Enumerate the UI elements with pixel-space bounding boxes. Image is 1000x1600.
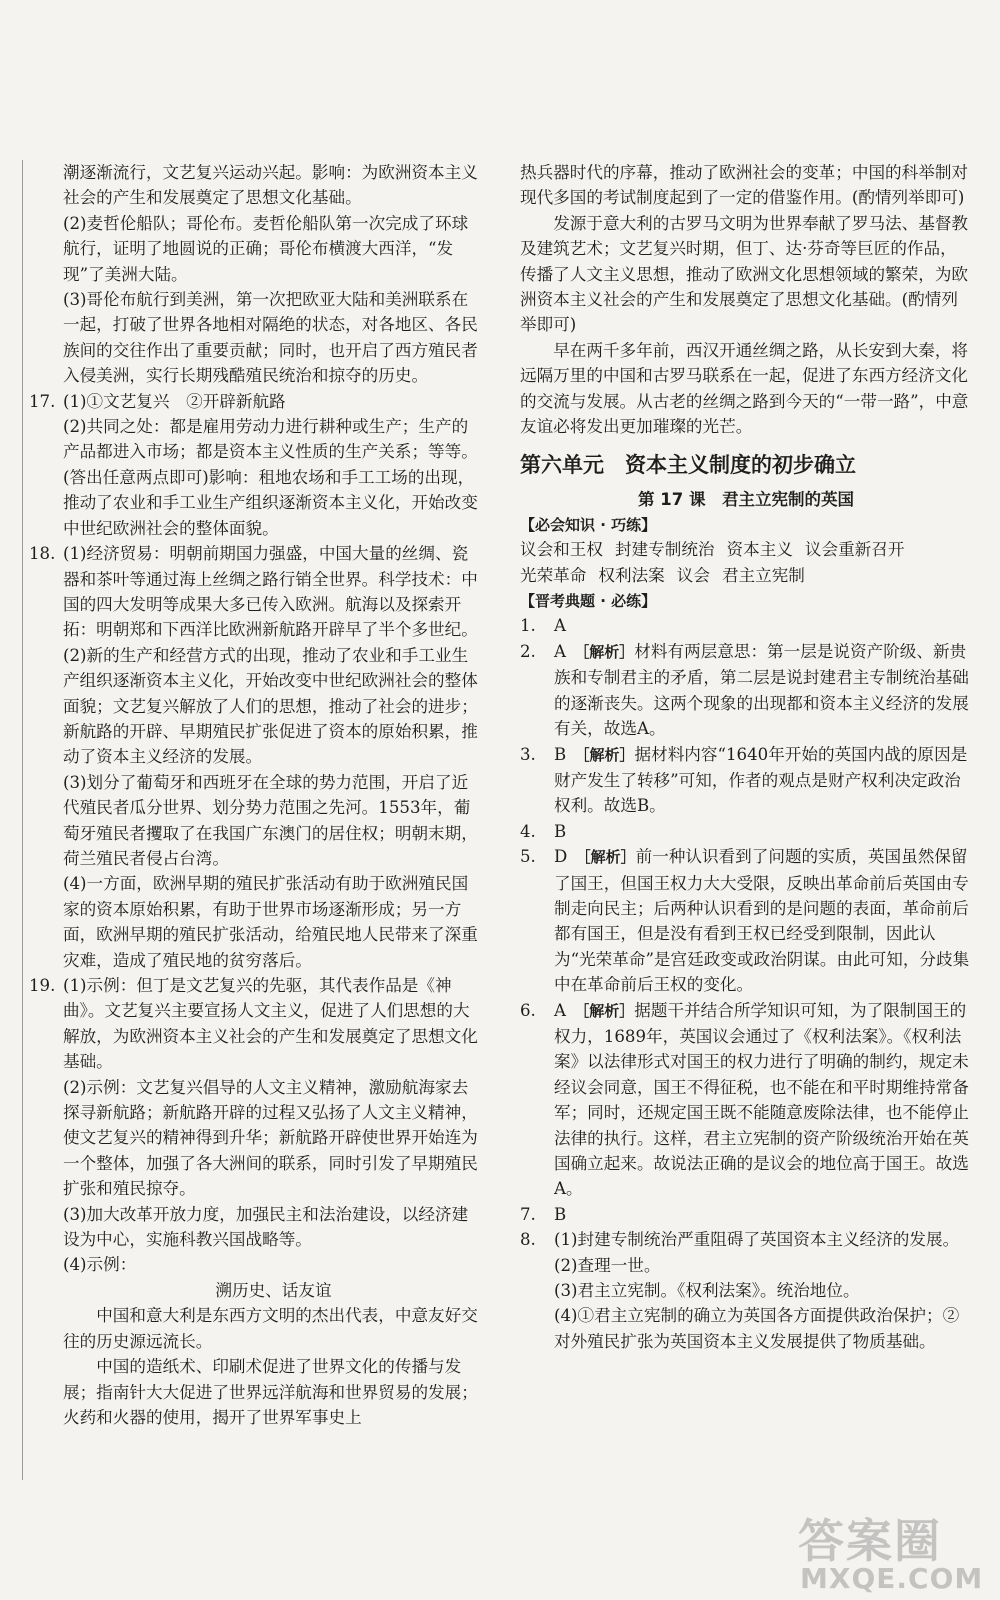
question-number: 2. (520, 641, 536, 661)
answer-choice: D (554, 847, 568, 867)
answer-text: 潮逐渐流行，文艺复兴运动兴起。影响：为欧洲资本主义社会的产生和发展奠定了思想文化基础。 (63, 163, 478, 208)
analysis-tag: ［解析］ (574, 1001, 635, 1020)
question-19 (29, 973, 484, 1430)
keyword: 光荣革命 (520, 566, 587, 586)
keyword-row (520, 563, 972, 589)
answer-text: (4)①君主立宪制的确立为英国各方面提供政治保护；②对外殖民扩张为英国资本主义发展提供了物质基础。 (554, 1306, 960, 1351)
keyword: 议会重新召开 (804, 540, 905, 560)
right-column (520, 160, 972, 1354)
essay-paragraph: 发源于意大利的古罗马文明为世界奉献了罗马法、基督教及建筑艺术；文艺复兴时期，但丁、达·芬奇等巨匠的作品，传播了人文主义思想，推动了欧洲文化思想领域的繁荣，为欧洲资本主义社会的产生和发展奠定了思想文化基础。(酌情列举即可) (520, 213, 969, 335)
section-heading: 【必会知识 · 巧练】 (520, 516, 657, 535)
answer-text: (2)新的生产和经营方式的出现，推动了农业和手工业生产组织逐渐资本主义化，开始改变中世纪欧洲社会的整体面貌；文艺复兴解放了人们的思想，推动了社会的进步；新航路的开辟、早期殖民扩张促进了资本的原始积累，推动了资本主义经济的发展。 (63, 645, 478, 767)
question-number: 6. (520, 1000, 536, 1020)
question-number: 8. (520, 1230, 536, 1250)
answer-item (520, 819, 972, 844)
answer-text: (2)共同之处：都是雇用劳动力进行耕种或生产；生产的产品都进入市场；都是资本主义性质的生产关系；等等。(答出任意两点即可)影响：租地农场和手工工场的出现，推动了农业和手工业生产组织逐渐资本主义化，开始改变中世纪欧洲社会的整体面貌。 (63, 417, 478, 538)
answer-text: (4)一方面，欧洲早期的殖民扩张活动有助于欧洲殖民国家的资本原始积累，有助于世界市场逐渐形成；另一方面，欧洲早期的殖民扩张活动，给殖民地人民带来了深重灾难，造成了殖民地的贫穷落后。 (63, 874, 478, 970)
analysis-tag: ［解析］ (574, 745, 635, 764)
answer-text: (1)①文艺复兴 ②开辟新航路 (63, 391, 286, 411)
answer-item (520, 613, 972, 638)
analysis-text: 据题干并结合所学知识可知，为了限制国王的权力，1689年，英国议会通过了《权利法案》。《权利法案》以法律形式对国王的权力进行了明确的制约，规定未经议会同意，国王不得征税，也不能在和平时期维持常备军；同时，还规定国王既不能随意废除法律，也不能停止法律的执行。这样，君主立宪制的资产阶级统治开始在英国确立起来。故说法正确的是议会的地位高于国王。故选A。 (554, 1000, 969, 1199)
answer-choice: B (554, 744, 567, 764)
keyword-row (520, 537, 972, 563)
answer-text: (3)哥伦布航行到美洲，第一次把欧亚大陆和美洲联系在一起，打破了世界各地相对隔绝的状态，对各地区、各民族间的交往作出了重要贡献；同时，也开启了西方殖民者入侵美洲，实行长期残酷殖民统治和掠夺的历史。 (63, 290, 478, 386)
watermark-url: MXQE.COM (800, 1562, 984, 1595)
essay-paragraph: 热兵器时代的序幕，推动了欧洲社会的变革；中国的科举制对现代多国的考试制度起到了一定的借鉴作用。(酌情列举即可) (520, 163, 969, 208)
essay-paragraph: 中国和意大利是东西方文明的杰出代表，中意友好交往的历史源远流长。 (63, 1306, 478, 1351)
answer-choice: B (554, 821, 567, 841)
analysis-tag: ［解析］ (575, 848, 636, 867)
answer-item (520, 639, 972, 742)
answer-choice: A (554, 1000, 566, 1020)
answer-text: (4)示例： (63, 1255, 137, 1275)
question-18 (29, 541, 484, 973)
answer-item (520, 742, 972, 819)
question-number: 17. (29, 391, 56, 411)
question-number: 18. (29, 544, 56, 564)
keyword: 君主立宪制 (721, 566, 805, 586)
question-number: 1. (520, 616, 536, 636)
question-17 (29, 389, 484, 541)
question-number: 19. (29, 976, 56, 995)
answer-text: (1)经济贸易：明朝前期国力强盛，中国大量的丝绸、瓷器和茶叶等通过海上丝绸之路行销全世界。科学技术：中国的四大发明等成果大多已传入欧洲。航海以及探索开拓：明朝郑和下西洋比欧洲新航路开辟早了半个多世纪。 (63, 544, 478, 640)
answer-item (520, 1227, 972, 1252)
watermark-logo: 答案圈 (798, 1514, 942, 1568)
essay-title: 溯历史、话友谊 (215, 1280, 332, 1300)
essay-paragraph: 早在两千多年前，西汉开通丝绸之路，从长安到大秦，将远隔万里的中国和古罗马联系在一起，促进了东西方经济文化的交流与发展。从古老的丝绸之路到今天的“一带一路”，中意友谊必将发出更加璀璨的光芒。 (520, 340, 969, 437)
essay-continued (520, 160, 972, 439)
answer-text: (1)封建专制统治严重阻碍了英国资本主义经济的发展。 (554, 1230, 960, 1250)
question-16-continued (29, 160, 484, 389)
analysis-text: 材料有两层意思：第一层是说资产阶级、新贵族和专制君主的矛盾，第二层是说封建君主专制统治基础的逐渐丧失。这两个现象的出现都和资本主义经济的发展有关，故选A。 (554, 641, 969, 739)
answer-item (520, 844, 972, 997)
question-number: 7. (520, 1204, 536, 1224)
keyword: 议会 (676, 566, 710, 586)
answer-choice: A (554, 616, 566, 636)
keyword: 封建专制统治 (614, 540, 715, 560)
question-number: 4. (520, 821, 536, 841)
answer-text: (2)示例：文艺复兴倡导的人文主义精神，激励航海家去探寻新航路；新航路开辟的过程又弘扬了人文主义精神，使文艺复兴的精神得到升华；新航路开辟使世界开始连为一个整体，加强了各大洲间的联系，同时引发了早期殖民扩张和殖民掠夺。 (63, 1077, 478, 1199)
question-number: 5. (520, 847, 536, 867)
analysis-text: 据材料内容“1640年开始的英国内战的原因是财产发生了转移”可知，作者的观点是财产权利决定政治权利。故选B。 (554, 744, 968, 816)
answer-text: (2)麦哲伦船队；哥伦布。麦哲伦船队第一次完成了环球航行，证明了地圆说的正确；哥伦布横渡大西洋，“发现”了美洲大陆。 (63, 213, 469, 284)
answer-text: (3)划分了葡萄牙和西班牙在全球的势力范围，开启了近代殖民者瓜分世界、划分势力范围之先河。1553年，葡萄牙殖民者攫取了在我国广东澳门的居住权；明朝末期，荷兰殖民者侵占台湾。 (63, 772, 478, 868)
analysis-tag: ［解析］ (574, 642, 635, 661)
keyword: 议会和王权 (520, 540, 603, 560)
left-column (22, 160, 484, 1480)
question-number: 3. (520, 744, 536, 764)
keyword: 权利法案 (598, 566, 665, 586)
answer-choice: A (554, 641, 566, 661)
keyword: 资本主义 (726, 540, 793, 560)
unit-title: 第六单元 资本主义制度的初步确立 (520, 453, 856, 478)
answer-list (520, 613, 972, 1354)
essay-paragraph: 中国的造纸术、印刷术促进了世界文化的传播与发展；指南针大大促进了世界远洋航海和世界贸易的发展；火药和火器的使用，揭开了世界军事史上 (63, 1357, 478, 1427)
answer-item (520, 1202, 972, 1227)
answer-choice: B (554, 1204, 567, 1224)
answer-text: (3)君主立宪制。《权利法案》。统治地位。 (554, 1281, 860, 1301)
analysis-text: 前一种认识看到了问题的实质，英国虽然保留了国王，但国王权力大大受限，反映出革命前后英国由专制走向民主；后两种认识看到的是问题的表面，革命前后都有国王，但是没有看到王权已经受到限制，因此认为“光荣革命”是宫廷政变或政治阴谋。由此可知，分歧集中在革命前后王权的变化。 (554, 847, 970, 995)
answer-text: (3)加大改革开放力度，加强民主和法治建设，以经济建设为中心，实施科教兴国战略等。 (63, 1204, 469, 1250)
section-heading: 【晋考典题 · 必练】 (520, 592, 657, 611)
answer-text: (1)示例：但丁是文艺复兴的先驱，其代表作品是《神曲》。文艺复兴主要宣扬人文主义，促进了人们思想的大解放，为欧洲资本主义社会的产生和发展奠定了思想文化基础。 (63, 976, 478, 1072)
answer-item (520, 998, 972, 1202)
answer-text: (2)查理一世。 (554, 1255, 661, 1275)
lesson-title: 第 17 课 君主立宪制的英国 (638, 490, 854, 510)
